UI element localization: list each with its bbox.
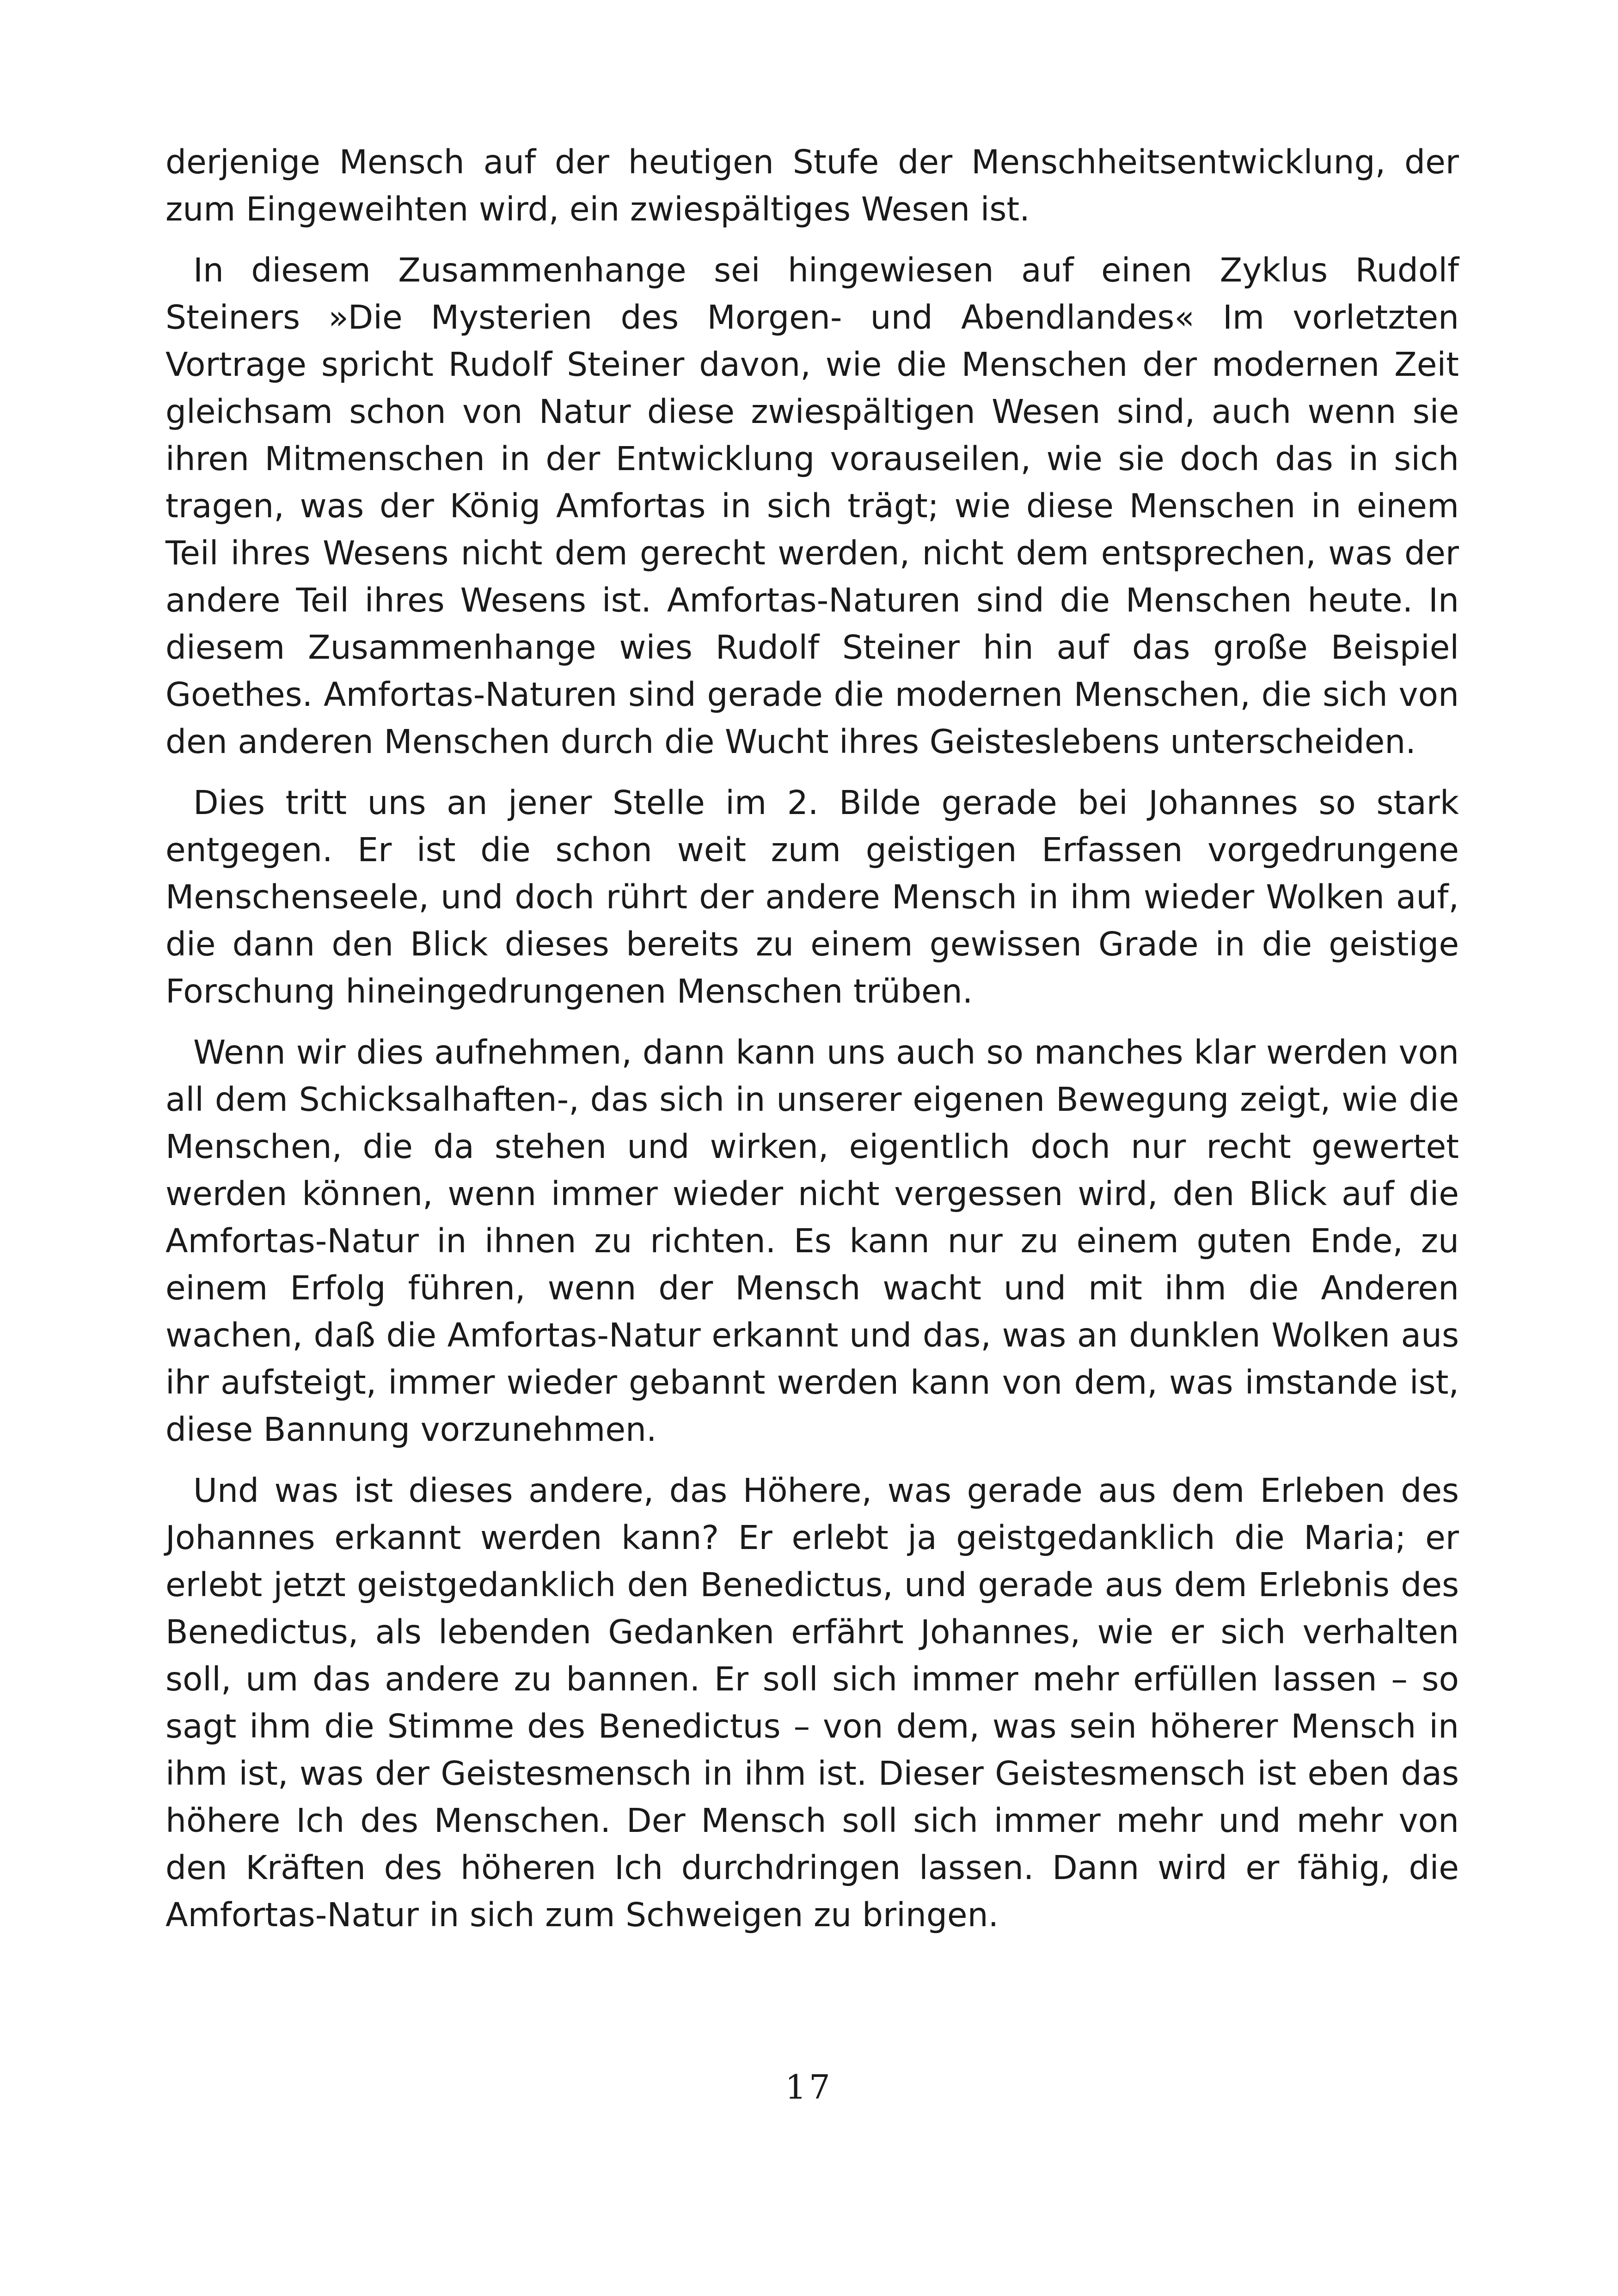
body-text [165, 139, 1459, 1953]
paragraph: Und was ist dieses andere, das Höhere, was gerade aus dem Erleben des Johannes erkannt werden kann? Er erlebt ja geistgedanklich die Maria; er erlebt jetzt geistgedanklich den Benedictus, und gerade aus dem Erlebnis des Benedictus, als lebenden Gedanken erfährt Johannes, wie er sich verhalten soll, um das andere zu bannen. Er soll sich immer mehr erfüllen lassen – so sagt ihm die Stimme des Benedictus – von dem, was sein höherer Mensch in ihm ist, was der Geistesmensch in ihm ist. Dieser Geistesmensch ist eben das höhere Ich des Menschen. Der Mensch soll sich immer mehr und mehr von den Kräften des höheren Ich durchdringen lassen. Dann wird er fähig, die Amfortas-Natur in sich zum Schweigen zu bringen. [165, 1471, 1459, 1934]
page-number: 17 [785, 2068, 833, 2106]
paragraph-continuation: derjenige Mensch auf der heutigen Stufe der Menschheitsentwicklung, der zum Eingeweihten wird, ein zwiespältiges Wesen ist. [165, 143, 1459, 228]
paragraph: Wenn wir dies aufnehmen, dann kann uns auch so manches klar werden von all dem Schicksalhaften-, das sich in unserer eigenen Bewegung zeigt, wie die Menschen, die da stehen und wirken, eigentlich doch nur recht gewertet werden können, wenn immer wieder nicht vergessen wird, den Blick auf die Amfortas-Natur in ihnen zu richten. Es kann nur zu einem guten Ende, zu einem Erfolg führen, wenn der Mensch wacht und mit ihm die Anderen wachen, daß die Amfortas-Natur erkannt und das, was an dunklen Wolken aus ihr aufsteigt, immer wieder gebannt werden kann von dem, was imstande ist, diese Bannung vorzunehmen. [165, 1033, 1459, 1449]
paragraph: Dies tritt uns an jener Stelle im 2. Bilde gerade bei Johannes so stark entgegen. Er ist die schon weit zum geistigen Erfassen vorgedrungene Menschenseele, und doch rührt der andere Mensch in ihm wieder Wolken auf, die dann den Blick dieses bereits zu einem gewissen Grade in die geistige Forschung hineingedrungenen Menschen trüben. [165, 784, 1459, 1010]
paragraph: In diesem Zusammenhange sei hingewiesen auf einen Zyklus Rudolf Steiners »Die Mysterien des Morgen- und Abendlandes« Im vorletzten Vortrage spricht Rudolf Steiner davon, wie die Menschen der modernen Zeit gleichsam schon von Natur diese zwiespältigen Wesen sind, auch wenn sie ihren Mitmenschen in der Entwicklung vorauseilen, wie sie doch das in sich tragen, was der König Amfortas in sich trägt; wie diese Menschen in einem Teil ihres Wesens nicht dem gerecht werden, nicht dem entsprechen, was der andere Teil ihres Wesens ist. Amfortas-Naturen sind die Menschen heute. In diesem Zusammenhange wies Rudolf Steiner hin auf das große Beispiel Goethes. Amfortas-Naturen sind gerade die modernen Menschen, die sich von den anderen Menschen durch die Wucht ihres Geisteslebens unterscheiden. [165, 251, 1459, 761]
